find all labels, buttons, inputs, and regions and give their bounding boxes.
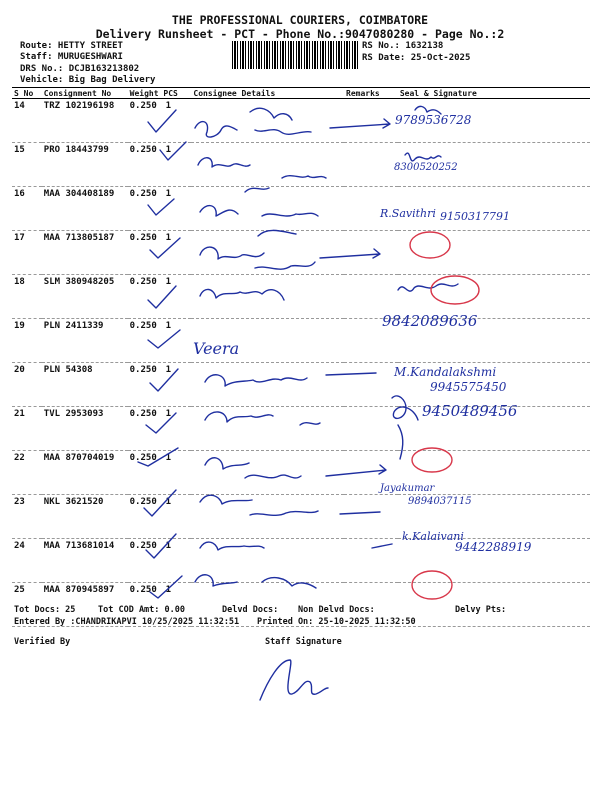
non-delivered-docs: Non Delvd Docs: [298, 605, 375, 615]
row-weight: 0.250 [129, 497, 157, 507]
row-pcs: 1 [165, 585, 172, 595]
row-sno: 21 [12, 407, 42, 451]
route-label: Route: HETTY STREET [20, 41, 123, 51]
row-weight-pcs [128, 539, 192, 583]
row-consignment: TVL 2953093 [42, 407, 128, 451]
handwritten-phone: 9450489456 [422, 402, 518, 420]
rs-number: RS No.: 1632138 [362, 41, 444, 51]
table-row [12, 319, 590, 363]
row-consignment: MAA 713681014 [42, 539, 128, 583]
row-sno: 16 [12, 187, 42, 231]
handwritten-phone: 8300520252 [394, 162, 458, 173]
col-weight-pcs [128, 88, 192, 99]
handwritten-phone: 9442288919 [455, 540, 532, 554]
col-consignment: Consignment No [42, 88, 128, 99]
col-sno: S No [12, 88, 42, 99]
row-pcs: 1 [165, 453, 172, 463]
table-row [12, 231, 590, 275]
row-weight: 0.250 [129, 321, 157, 331]
row-weight-pcs [128, 495, 192, 539]
row-pcs: 1 [165, 497, 172, 507]
staff-signature-label: Staff Signature [265, 637, 342, 647]
row-weight-pcs [128, 143, 192, 187]
table-row [12, 495, 590, 539]
row-pcs: 1 [165, 365, 172, 375]
handwritten-phone: 9894037115 [408, 496, 472, 507]
row-sno: 14 [12, 99, 42, 143]
row-sno: 25 [12, 583, 42, 627]
row-sno: 19 [12, 319, 42, 363]
table-row [12, 99, 590, 143]
total-cod: Tot COD Amt: 0.00 [98, 605, 185, 615]
handwritten-phone: 9150317791 [440, 210, 510, 223]
row-weight: 0.250 [129, 145, 157, 155]
row-weight-pcs [128, 231, 192, 275]
row-weight: 0.250 [129, 585, 157, 595]
col-remarks: Remarks [344, 88, 398, 99]
row-weight: 0.250 [129, 277, 157, 287]
row-sno: 18 [12, 275, 42, 319]
row-consignment: PLN 54308 [42, 363, 128, 407]
handwritten-name: R.Savithri [380, 207, 436, 220]
row-pcs: 1 [165, 233, 172, 243]
drs-label: DRS No.: DCJB163213802 [20, 64, 140, 74]
table-row [12, 143, 590, 187]
rs-date: RS Date: 25-Oct-2025 [362, 53, 471, 63]
row-weight-pcs [128, 99, 192, 143]
table-row [12, 187, 590, 231]
verified-by: Verified By [14, 637, 71, 647]
row-sno: 20 [12, 363, 42, 407]
row-consignment: NKL 3621520 [42, 495, 128, 539]
row-sno: 24 [12, 539, 42, 583]
row-weight: 0.250 [129, 101, 157, 111]
row-pcs: 1 [165, 189, 172, 199]
row-weight: 0.250 [129, 365, 157, 375]
staff-label: Staff: MURUGESHWARI [20, 52, 123, 62]
handwritten-name: M.Kandalakshmi [394, 365, 497, 379]
row-weight: 0.250 [129, 189, 157, 199]
table-row [12, 275, 590, 319]
row-consignment: MAA 304408189 [42, 187, 128, 231]
delivery-points: Delvy Pts: [455, 605, 507, 615]
handwritten-name: Veera [193, 339, 240, 358]
row-weight: 0.250 [129, 453, 157, 463]
row-sno: 22 [12, 451, 42, 495]
handwritten-name: k.Kalaivani [402, 530, 464, 543]
handwritten-phone: 9945575450 [430, 380, 507, 394]
delivered-docs: Delvd Docs: [222, 605, 279, 615]
row-weight: 0.250 [129, 233, 157, 243]
row-sno: 17 [12, 231, 42, 275]
runsheet-subtitle: Delivery Runsheet - PCT - Phone No.:9047080280 - Page No.:2 [95, 27, 505, 41]
row-weight-pcs [128, 319, 192, 363]
row-pcs: 1 [165, 321, 172, 331]
row-weight-pcs [128, 363, 192, 407]
company-title: THE PROFESSIONAL COURIERS, COIMBATORE [171, 13, 429, 27]
row-weight: 0.250 [129, 541, 157, 551]
row-consignment: SLM 380948205 [42, 275, 128, 319]
col-weight: Weight [129, 88, 159, 98]
row-consignment: PRO 18443799 [42, 143, 128, 187]
row-weight-pcs [128, 275, 192, 319]
row-consignment: MAA 713805187 [42, 231, 128, 275]
table-header-row [12, 88, 590, 99]
row-pcs: 1 [165, 101, 172, 111]
row-pcs: 1 [165, 409, 172, 419]
row-weight-pcs [128, 407, 192, 451]
row-pcs: 1 [165, 277, 172, 287]
row-consignment: TRZ 102196198 [42, 99, 128, 143]
handwritten-phone: 9789536728 [395, 113, 472, 127]
barcode [232, 41, 358, 69]
row-pcs: 1 [165, 145, 172, 155]
total-docs: Tot Docs: 25 [14, 605, 76, 615]
entered-by: Entered By :CHANDRIKAPVI 10/25/2025 11:32:51 [14, 617, 240, 627]
row-weight-pcs [128, 187, 192, 231]
handwritten-phone: 9842089636 [382, 312, 478, 330]
col-signature: Seal & Signature [398, 88, 590, 99]
row-consignment: MAA 870945897 [42, 583, 128, 627]
vehicle-label: Vehicle: Big Bag Delivery [20, 75, 156, 85]
row-pcs: 1 [165, 541, 172, 551]
handwritten-name: Jayakumar [380, 483, 435, 494]
table-row [12, 451, 590, 495]
row-sno: 15 [12, 143, 42, 187]
signature [260, 660, 328, 700]
row-weight-pcs [128, 451, 192, 495]
col-consignee: Consignee Details [191, 88, 344, 99]
row-consignment: PLN 2411339 [42, 319, 128, 363]
printed-on: Printed On: 25-10-2025 11:32:50 [257, 617, 416, 627]
col-pcs: PCS [163, 88, 178, 98]
row-weight: 0.250 [129, 409, 157, 419]
row-sno: 23 [12, 495, 42, 539]
row-consignment: MAA 870704019 [42, 451, 128, 495]
